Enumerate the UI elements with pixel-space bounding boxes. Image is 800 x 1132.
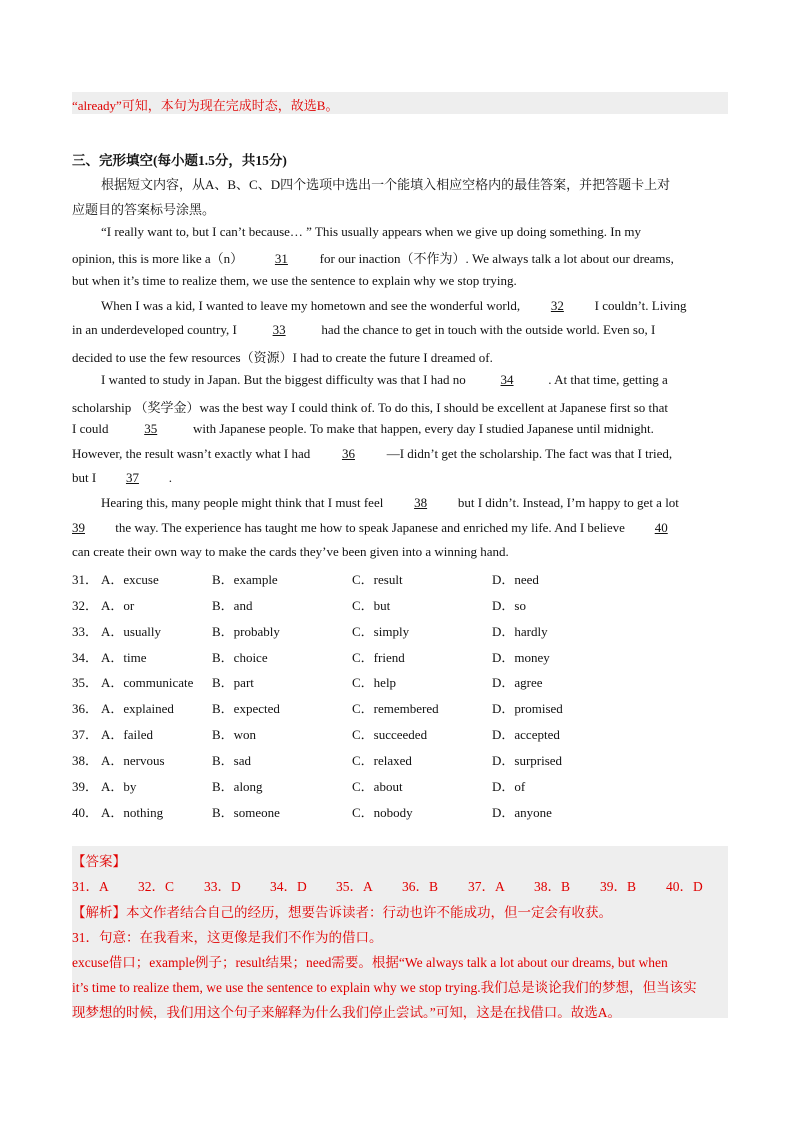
passage-text: However, the result wasn’t exactly what I had [72,446,311,461]
blank-35: 35 [144,421,158,436]
option-b: B．sad [212,753,252,768]
blank-37: 37 [125,470,139,485]
option-c: C．about [352,779,403,794]
option-b: B．someone [212,805,280,820]
analysis-text: 本文作者结合自己的经历，想要告诉读者：行动也许不能成功，但一定会有收获。 [126,905,612,920]
passage-line: but when it’s time to realize them, we use the sentence to explain why we stop trying. [72,273,517,288]
option-d: D．surprised [492,753,563,768]
passage-text: but I [72,470,97,485]
question-number: 31． [72,572,99,587]
answer-key: 39．B [600,879,637,894]
passage-line: scholarship （奖学金）was the best way I could think of. To do this, I should be excellent at Japanese first so that [72,400,669,415]
option-a: A．by [101,779,137,794]
option-d: D．hardly [492,624,548,639]
option-a: A．or [101,598,135,613]
passage-text: for our inaction（不作为）. We always talk a lot about our dreams, [319,251,674,266]
option-b: B．and [212,598,253,613]
answer-heading: 【答案】 [72,854,126,869]
section-title: 三、完形填空(每小题1.5分，共15分) [72,153,287,168]
passage-line [101,372,728,388]
option-c: C．help [352,675,397,690]
blank-40: 40 [654,520,668,535]
option-a: A．time [101,650,147,665]
blank-36: 36 [341,446,355,461]
analysis-label: 【解析】 [72,905,126,920]
option-b: B．along [212,779,263,794]
option-c: C．succeeded [352,727,428,742]
passage-text: had the chance to get in touch with the outside world. Even so, I [321,322,656,337]
passage-text: I wanted to study in Japan. But the biggest difficulty was that I had no [101,372,466,387]
blank-39: 39 [72,520,85,535]
passage-line [101,495,728,511]
option-a: A．communicate [101,675,194,690]
option-a: A．explained [101,701,174,716]
option-c: C．nobody [352,805,413,820]
instruction-line-1: 根据短文内容，从A、B、C、D四个选项中选出一个能填入相应空格内的最佳答案，并把答题卡上对 [101,177,671,192]
option-d: D．of [492,779,526,794]
option-c: C．relaxed [352,753,412,768]
option-b: B．choice [212,650,268,665]
question-number: 33． [72,624,99,639]
passage-line: decided to use the few resources（资源）I had to create the future I dreamed of. [72,350,493,365]
blank-33: 33 [272,322,286,337]
answer-key: 35．A [336,879,373,894]
passage-text: . At that time, getting a [548,372,668,387]
passage-text: the way. The experience has taught me how to speak Japanese and enriched my life. And I believe [115,520,625,535]
passage-line: can create their own way to make the cards they’ve been given into a winning hand. [72,544,509,559]
passage-line [72,520,728,536]
answer-key: 40．D [666,879,703,894]
answer-key: 37．A [468,879,505,894]
question-number: 37． [72,727,99,742]
option-d: D．anyone [492,805,552,820]
instruction-line-2: 应题目的答案标号涂黑。 [72,202,216,217]
option-d: D．promised [492,701,563,716]
passage-line [72,446,728,462]
answer-key: 36．B [402,879,439,894]
answer-key: 33．D [204,879,241,894]
passage-text: in an underdeveloped country, I [72,322,237,337]
passage-text: with Japanese people. To make that happen, every day I studied Japanese until midnight. [192,421,654,436]
analysis-line [72,901,728,921]
question-number: 40． [72,805,99,820]
passage-text: but I didn’t. Instead, I’m happy to get a lot [457,495,679,510]
option-c: C．but [352,598,391,613]
option-b: B．part [212,675,254,690]
answer-key-row [72,875,728,895]
option-d: D．accepted [492,727,560,742]
answer-key: 31．A [72,879,109,894]
option-d: D．need [492,572,539,587]
answer-key: 38．B [534,879,571,894]
explanation-line-3: 现梦想的时候，我们用这个句子来解释为什么我们停止尝试。”可知，这是在找借口。故选A。 [72,1005,621,1020]
option-d: D．agree [492,675,543,690]
option-c: C．friend [352,650,405,665]
passage-text: Hearing this, many people might think that I must feel [101,495,384,510]
option-a: A．usually [101,624,161,639]
option-a: A．excuse [101,572,159,587]
question-number: 35． [72,675,99,690]
blank-34: 34 [500,372,514,387]
option-d: D．money [492,650,550,665]
option-d: D．so [492,598,526,613]
passage-text: opinion, this is more like a（n） [72,251,244,266]
question-number: 39． [72,779,99,794]
blank-38: 38 [414,495,428,510]
passage-line [72,322,728,338]
passage-line [101,298,728,314]
passage-line: “I really want to, but I can’t because… ” This usually appears when we give up doing something. In my [101,224,641,239]
q31-meaning: 31．句意：在我看来，这更像是我们不作为的借口。 [72,930,383,945]
option-b: B．probably [212,624,280,639]
option-a: A．failed [101,727,153,742]
option-a: A．nothing [101,805,164,820]
option-b: B．expected [212,701,280,716]
explanation-line-1: excuse借口；example例子；result结果；need需要。根据“We always talk a lot about our dreams, but when [72,955,668,970]
passage-line [72,248,728,267]
top-note: “already”可知，本句为现在完成时态，故选B。 [72,98,339,113]
passage-text: When I was a kid, I wanted to leave my hometown and see the wonderful world, [101,298,521,313]
question-number: 32． [72,598,99,613]
option-c: C．remembered [352,701,439,716]
question-number: 38． [72,753,99,768]
option-c: C．result [352,572,403,587]
option-c: C．simply [352,624,410,639]
answer-key: 34．D [270,879,307,894]
answer-key: 32．C [138,879,175,894]
passage-text: . [168,470,172,485]
question-number: 36． [72,701,99,716]
passage-text: I could [72,421,109,436]
explanation-line-2: it’s time to realize them, we use the sentence to explain why we stop trying.我们总是谈论我们的梦想，但当该实 [72,980,697,995]
passage-line [72,470,728,486]
option-a: A．nervous [101,753,165,768]
option-b: B．won [212,727,257,742]
option-b: B．example [212,572,278,587]
passage-text: I couldn’t. Living [594,298,687,313]
blank-32: 32 [550,298,564,313]
question-number: 34． [72,650,99,665]
blank-31: 31 [274,251,288,266]
passage-line [72,421,728,437]
passage-text: —I didn’t get the scholarship. The fact was that I tried, [386,446,673,461]
